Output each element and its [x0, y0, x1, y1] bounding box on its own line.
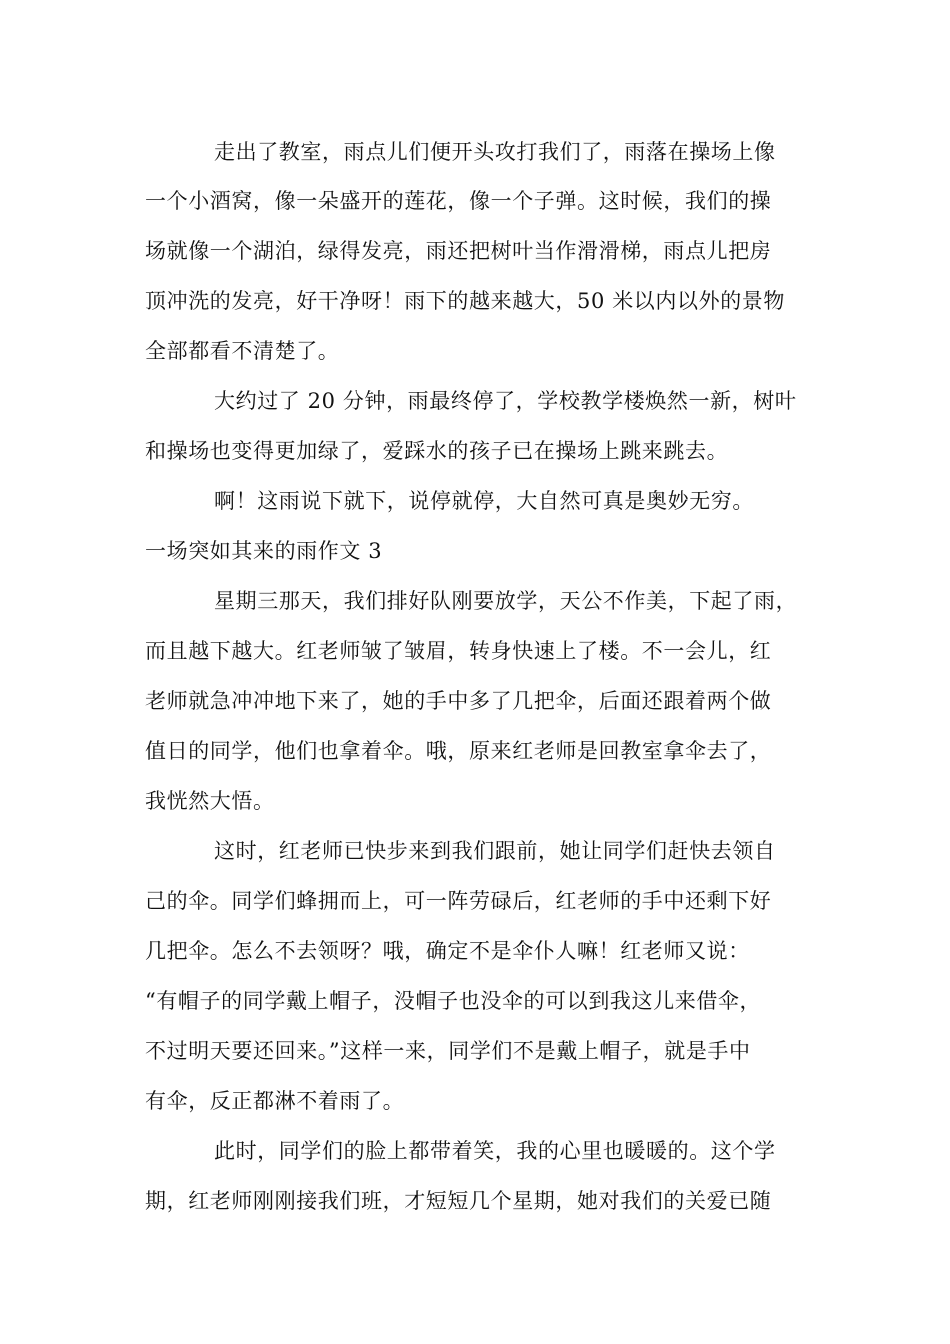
paragraph-line: 全部都看不清楚了。 — [145, 339, 340, 363]
paragraph-line: 大约过了 20 分钟，雨最终停了，学校教学楼焕然一新，树叶 — [214, 389, 797, 413]
section-heading: 一场突如其来的雨作文 3 — [145, 539, 383, 563]
paragraph-line: 一个小酒窝，像一朵盛开的莲花，像一个子弹。这时候，我们的操 — [145, 189, 772, 213]
paragraph-line: 啊！这雨说下就下，说停就停，大自然可真是奥妙无穷。 — [214, 489, 754, 513]
paragraph-line: 期，红老师刚刚接我们班，才短短几个星期，她对我们的关爱已随 — [145, 1189, 772, 1213]
paragraph-line: 不过明天要还回来。”这样一来，同学们不是戴上帽子，就是手中 — [145, 1039, 751, 1063]
paragraph-line: “有帽子的同学戴上帽子，没帽子也没伞的可以到我这儿来借伞， — [145, 989, 762, 1013]
paragraph-line: 走出了教室，雨点儿们便开头攻打我们了，雨落在操场上像 — [214, 140, 776, 164]
paragraph-line: 有伞，反正都淋不着雨了。 — [145, 1089, 405, 1113]
paragraph-line: 和操场也变得更加绿了，爱踩水的孩子已在操场上跳来跳去。 — [145, 439, 729, 463]
paragraph-line: 这时，红老师已快步来到我们跟前，她让同学们赶快去领自 — [214, 839, 776, 863]
paragraph-line: 场就像一个湖泊，绿得发亮，雨还把树叶当作滑滑梯，雨点儿把房 — [145, 239, 772, 263]
paragraph-line: 老师就急冲冲地下来了，她的手中多了几把伞，后面还跟着两个做 — [145, 689, 772, 713]
paragraph-line: 值日的同学，他们也拿着伞。哦，原来红老师是回教室拿伞去了， — [145, 739, 772, 763]
paragraph-line: 己的伞。同学们蜂拥而上，可一阵劳碌后，红老师的手中还剩下好 — [145, 889, 772, 913]
paragraph-line: 几把伞。怎么不去领呀？哦，确定不是伞仆人嘛！红老师又说： — [145, 939, 750, 963]
paragraph-line: 顶冲洗的发亮，好干净呀！雨下的越来越大，50 米以内以外的景物 — [145, 289, 785, 313]
paragraph-line: 而且越下越大。红老师皱了皱眉，转身快速上了楼。不一会儿，红 — [145, 639, 772, 663]
paragraph-line: 星期三那天，我们排好队刚要放学，天公不作美，下起了雨， — [214, 589, 798, 613]
paragraph-line: 我恍然大悟。 — [145, 789, 275, 813]
paragraph-line: 此时，同学们的脸上都带着笑，我的心里也暖暖的。这个学 — [214, 1139, 776, 1163]
